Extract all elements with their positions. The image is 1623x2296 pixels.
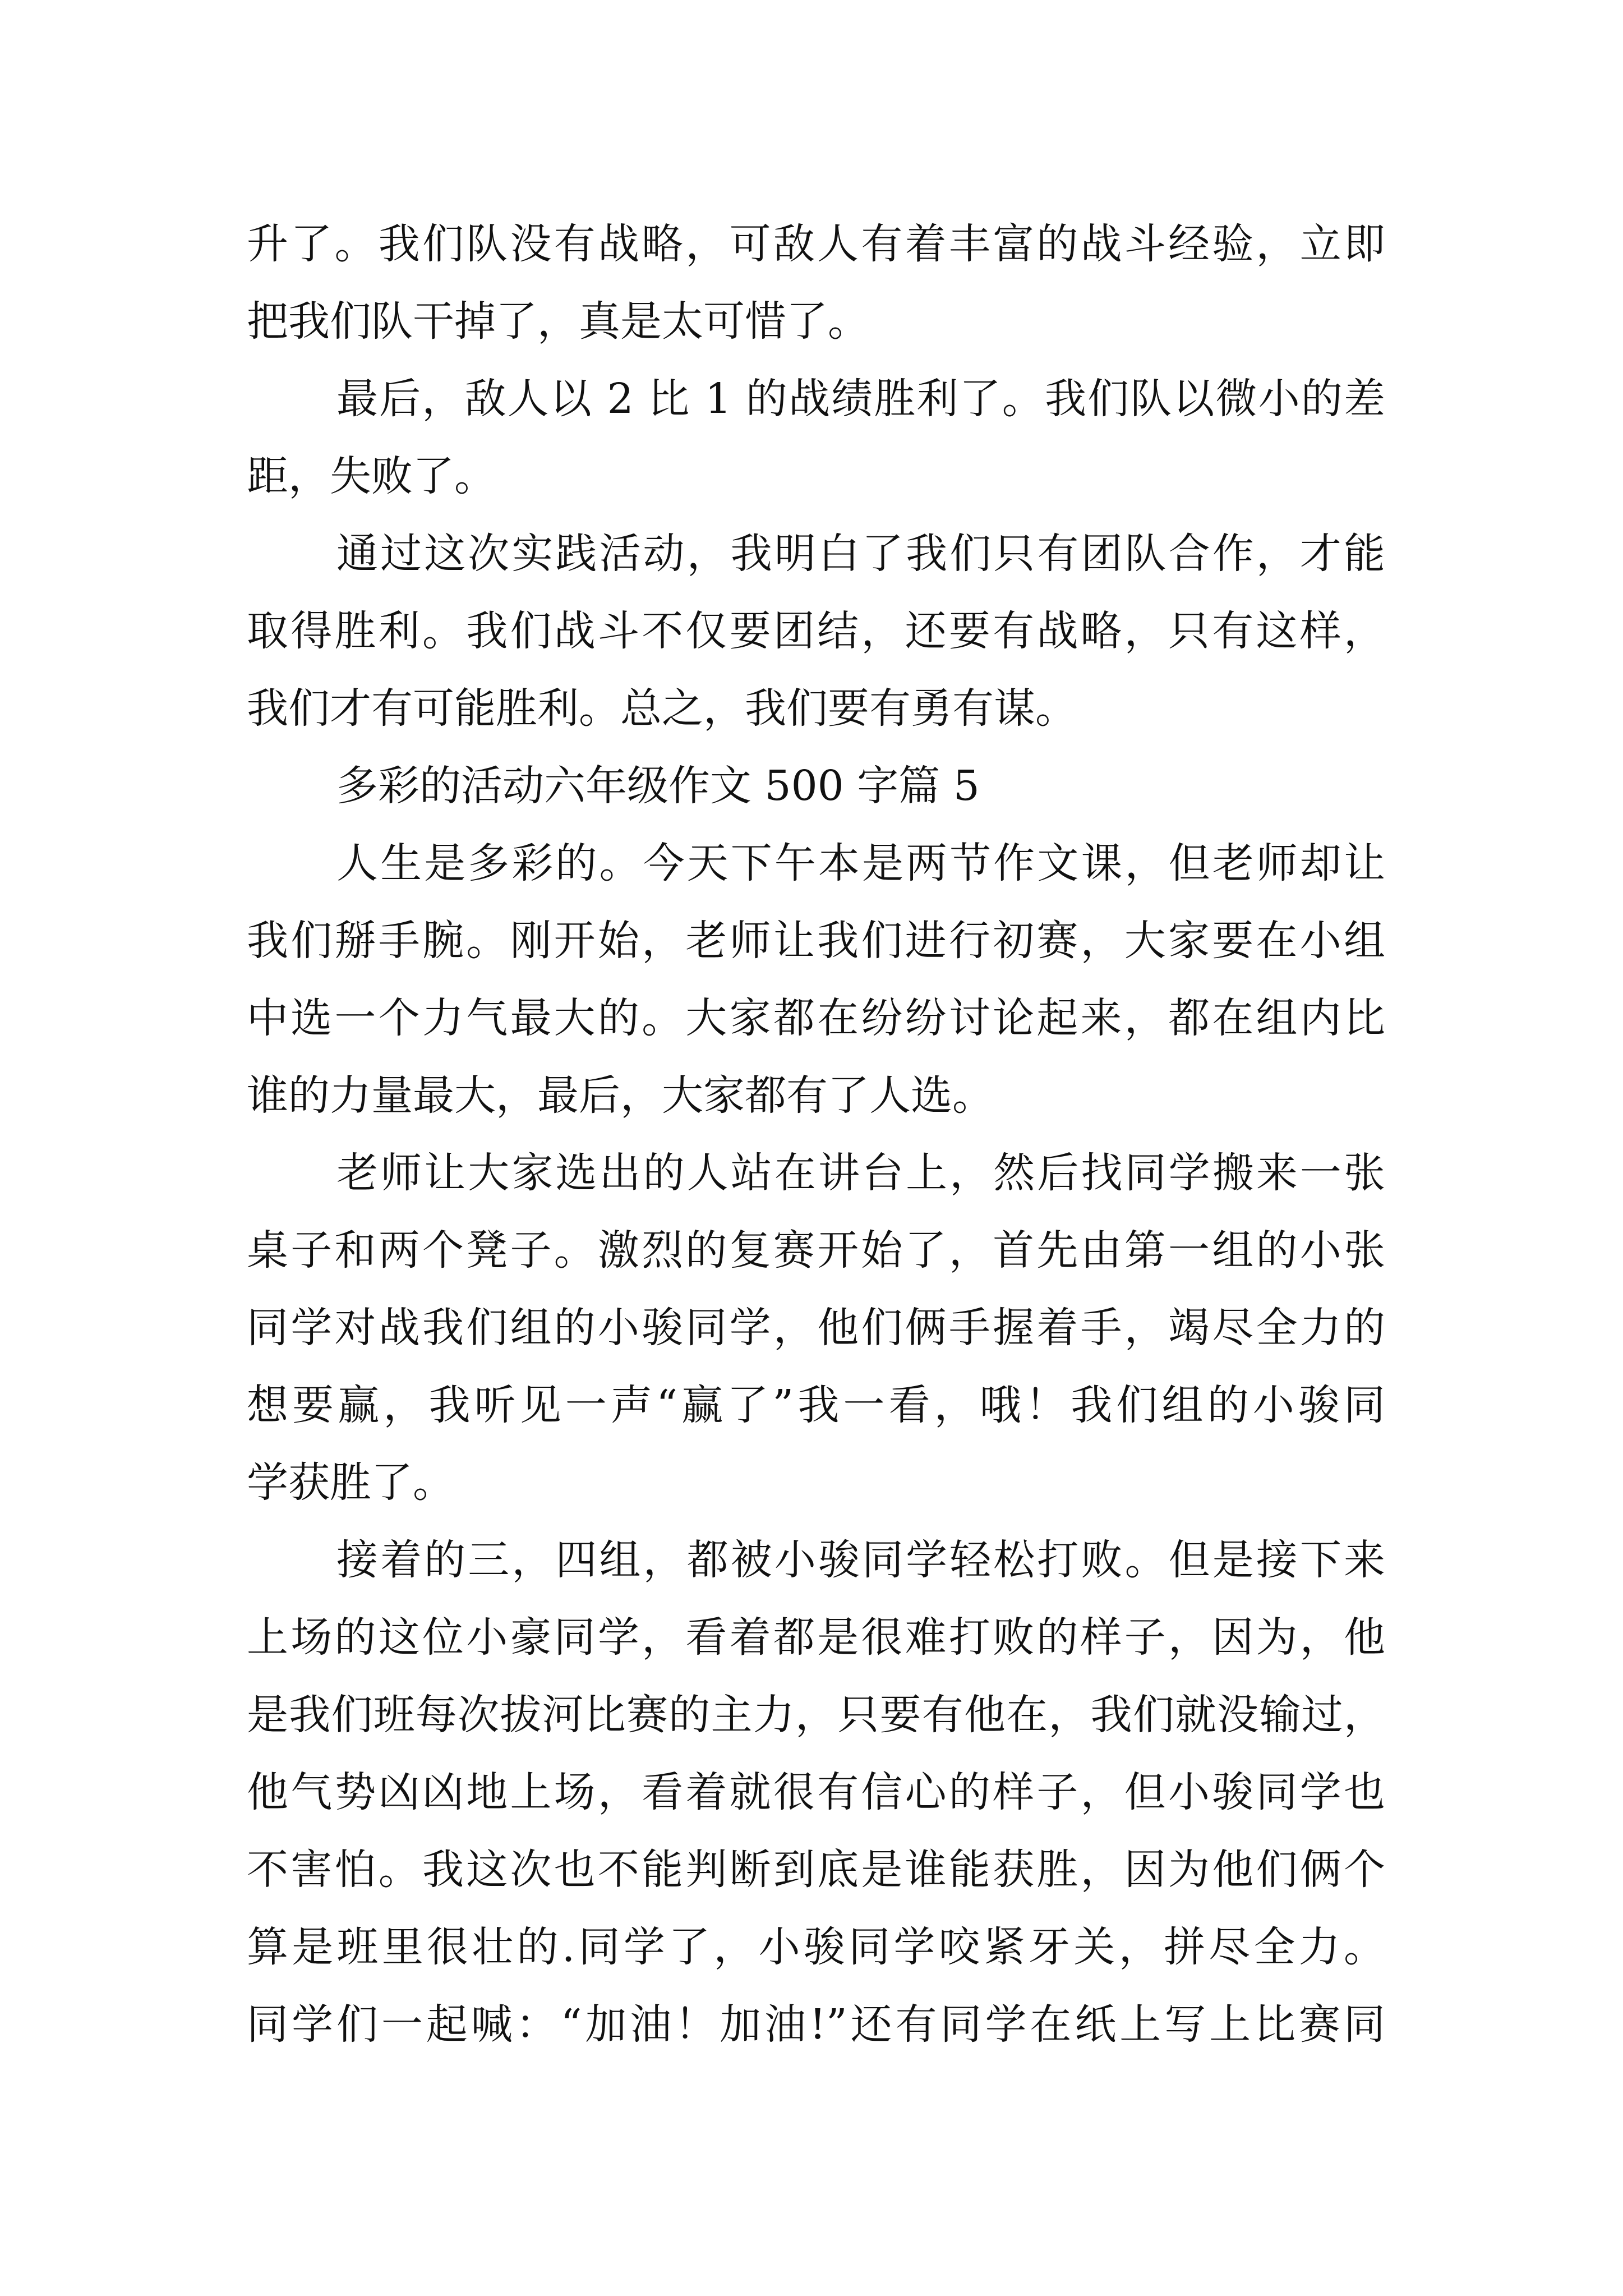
text-line: 桌子和两个凳子。激烈的复赛开始了，首先由第一组的小张: [247, 1226, 1385, 1274]
text-line: 想要赢，我听见一声“赢了”我一看，哦！我们组的小骏同: [247, 1381, 1385, 1429]
text-line: 中选一个力气最大的。大家都在纷纷讨论起来，都在组内比: [247, 994, 1385, 1042]
text-line: 谁的力量最大，最后，大家都有了人选。: [247, 1071, 994, 1120]
text-line: 学获胜了。: [247, 1458, 454, 1507]
document-body: [247, 205, 1385, 2063]
text-line: 取得胜利。我们战斗不仅要团结，还要有战略，只有这样，: [247, 607, 1385, 655]
text-line: 我们掰手腕。刚开始，老师让我们进行初赛，大家要在小组: [247, 917, 1385, 965]
paragraph-first-line: 人生是多彩的。今天下午本是两节作文课，但老师却让: [336, 839, 1385, 887]
text-line: 把我们队干掉了，真是太可惜了。: [247, 297, 869, 346]
text-line: 同学对战我们组的小骏同学，他们俩手握着手，竭尽全力的: [247, 1304, 1385, 1352]
text-line: 上场的这位小豪同学，看着都是很难打败的样子，因为，他: [247, 1613, 1385, 1662]
text-line: 升了。我们队没有战略，可敌人有着丰富的战斗经验，立即: [247, 220, 1385, 268]
text-line: 是我们班每次拔河比赛的主力，只要有他在，我们就没输过，: [247, 1691, 1385, 1739]
text-line: 算是班里很壮的.同学了，小骏同学咬紧牙关，拼尽全力。: [247, 1923, 1385, 1971]
text-line: 距，失败了。: [247, 452, 496, 500]
text-line: 我们才有可能胜利。总之，我们要有勇有谋。: [247, 684, 1077, 733]
text-line: 他气势凶凶地上场，看着就很有信心的样子，但小骏同学也: [247, 1768, 1385, 1816]
paragraph-first-line: 老师让大家选出的人站在讲台上，然后找同学搬来一张: [336, 1149, 1385, 1197]
paragraph-first-line: 最后，敌人以 2 比 1 的战绩胜利了。我们队以微小的差: [336, 375, 1385, 423]
paragraph-first-line: 通过这次实践活动，我明白了我们只有团队合作，才能: [336, 530, 1385, 578]
text-line: 同学们一起喊：“加油！加油!”还有同学在纸上写上比赛同: [247, 2000, 1385, 2049]
text-line: 不害怕。我这次也不能判断到底是谁能获胜，因为他们俩个: [247, 1846, 1385, 1894]
paragraph-first-line: 接着的三，四组，都被小骏同学轻松打败。但是接下来: [336, 1536, 1385, 1584]
section-heading: 多彩的活动六年级作文 500 字篇 5: [336, 762, 980, 810]
